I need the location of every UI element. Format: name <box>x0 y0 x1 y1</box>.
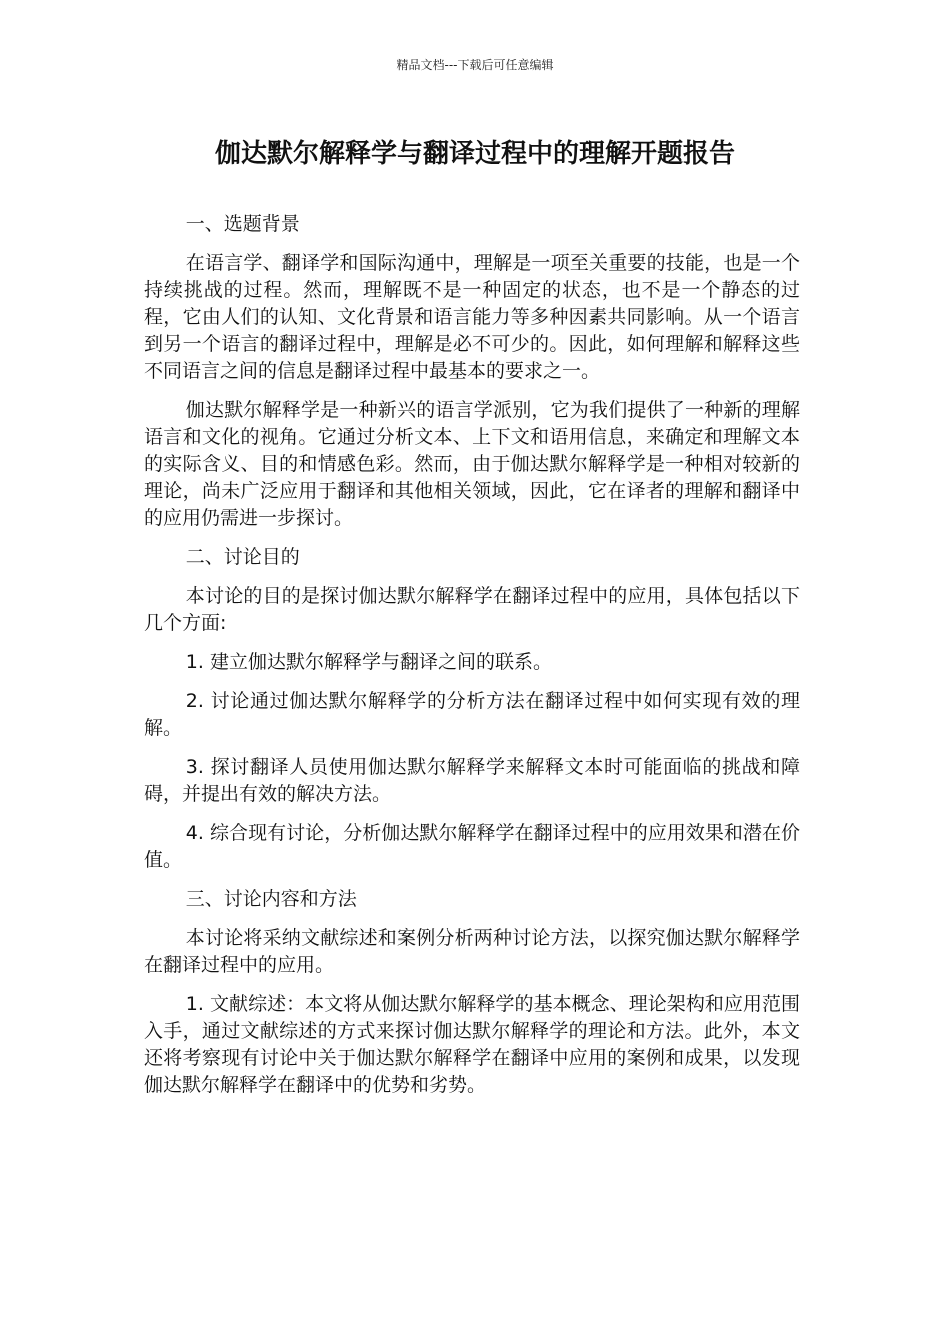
section-heading-purpose: 二、讨论目的 <box>185 546 300 568</box>
section-heading-content-methods: 三、讨论内容和方法 <box>185 888 357 910</box>
list-item: 1. 建立伽达默尔解释学与翻译之间的联系。 <box>185 651 552 673</box>
list-item: 4. 综合现有讨论，分析伽达默尔解释学在翻译过程中的应用效果和潜在价值。 <box>144 822 800 871</box>
list-item: 2. 讨论通过伽达默尔解释学的分析方法在翻译过程中如何实现有效的理解。 <box>144 690 800 739</box>
section-heading-background: 一、选题背景 <box>185 213 300 235</box>
list-item: 1. 文献综述：本文将从伽达默尔解释学的基本概念、理论架构和应用范围入手，通过文献综述的方式来探讨伽达默尔解释学的理论和方法。此外，本文还将考察现有讨论中关于伽达默尔解释学在翻译中应用的案例和成果，以发现伽达默尔解释学在翻译中的优势和劣势。 <box>144 993 800 1096</box>
paragraph: 在语言学、翻译学和国际沟通中，理解是一项至关重要的技能，也是一个持续挑战的过程。然而，理解既不是一种固定的状态，也不是一个静态的过程，它由人们的认知、文化背景和语言能力等多种因素共同影响。从一个语言到另一个语言的翻译过程中，理解是必不可少的。因此，如何理解和解释这些不同语言之间的信息是翻译过程中最基本的要求之一。 <box>144 252 800 382</box>
paragraph: 本讨论的目的是探讨伽达默尔解释学在翻译过程中的应用，具体包括以下几个方面: <box>144 585 800 634</box>
list-item: 3. 探讨翻译人员使用伽达默尔解释学来解释文本时可能面临的挑战和障碍，并提出有效的解决方法。 <box>144 756 800 805</box>
header-note: 精品文档---下载后可任意编辑 <box>396 58 554 72</box>
paragraph: 本讨论将采纳文献综述和案例分析两种讨论方法，以探究伽达默尔解释学在翻译过程中的应用。 <box>144 927 800 976</box>
document-body <box>144 211 800 1111</box>
document-title: 伽达默尔解释学与翻译过程中的理解开题报告 <box>214 139 735 169</box>
paragraph: 伽达默尔解释学是一种新兴的语言学派别，它为我们提供了一种新的理解语言和文化的视角。它通过分析文本、上下文和语用信息，来确定和理解文本的实际含义、目的和情感色彩。然而，由于伽达默尔解释学是一种相对较新的理论，尚未广泛应用于翻译和其他相关领域，因此，它在译者的理解和翻译中的应用仍需进一步探讨。 <box>144 399 800 529</box>
